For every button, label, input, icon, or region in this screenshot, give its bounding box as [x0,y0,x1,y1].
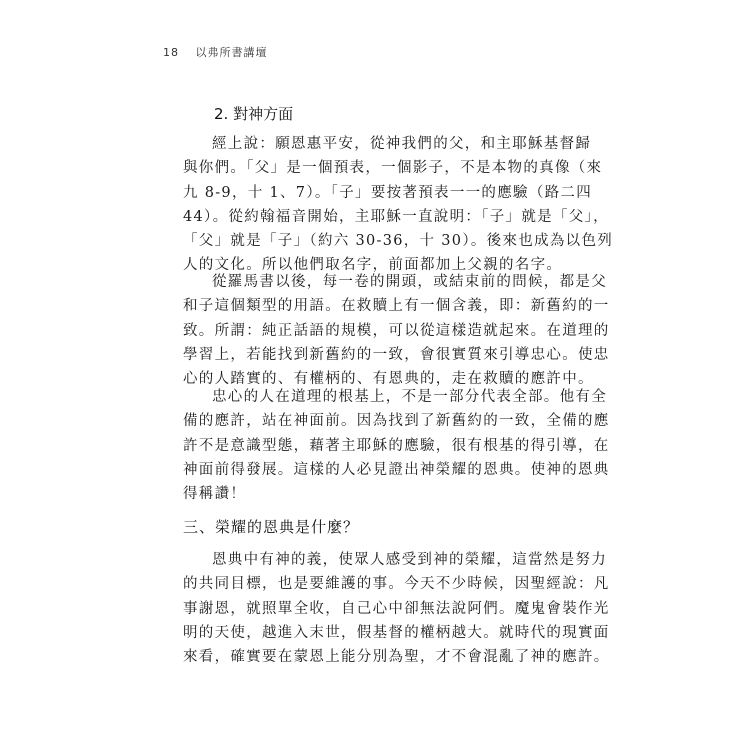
text-line: 經上說：願恩惠平安，從神我們的父，和主耶穌基督歸 [212,136,592,152]
text-line: 學習上，若能找到新舊約的一致，會很實質來引導忠心。使忠 [183,346,610,363]
text-line: 忠心的人在道理的根基上，不是一部分代表全部。他有全 [212,389,607,405]
text-line: 和子這個類型的用語。在救贖上有一個含義，即：新舊約的一 [183,298,610,315]
text-line: 心的人踏實的、有權柄的、有恩典的，走在救贖的應許中。 [183,371,594,388]
paragraph-2 [183,270,610,391]
book-title: 以弗所書講壇 [195,46,268,59]
text-line: 事謝恩，就照單全收，自己心中卻無法說阿們。魔鬼會裝作光 [183,600,610,617]
text-line: 人的文化。所以他們取名字，前面都加上父親的名字。 [183,257,563,274]
text-line: 九 8-9，十 1、7）。「子」要按著預表一一的應驗（路二四 [183,184,593,201]
text-line: 得稱讚！ [183,486,247,503]
text-line: 「父」就是「子」（約六 30-36，十 30）。後來也成為以色列 [183,233,614,250]
paragraph-3 [183,385,610,506]
paragraph-1 [183,132,614,278]
running-header [163,44,268,60]
paragraph-4 [183,548,610,669]
text-line: 來看，確實要在蒙恩上能分別為聖，才不會混亂了神的應許。 [183,649,610,666]
text-line: 從羅馬書以後，每一卷的開頭，或結束前的問候，都是父 [212,274,607,290]
text-line: 許不是意識型態，藉著主耶穌的應驗，很有根基的得引導，在 [183,437,610,454]
section-heading-2: 2. 對神方面 [214,105,294,123]
text-line: 致。所謂：純正話語的規模，可以從這樣造就起來。在道理的 [183,322,610,339]
page-number: 18 [163,46,179,59]
section-heading-3: 三、榮耀的恩典是什麼？ [183,518,360,536]
text-line: 神面前得發展。這樣的人必見證出神榮耀的恩典。使神的恩典 [183,461,610,478]
text-line: 明的天使，越進入末世，假基督的權柄越大。就時代的現實面 [183,624,610,641]
text-line: 恩典中有神的義，使眾人感受到神的榮耀，這當然是努力 [212,552,607,568]
text-line: 44）。從約翰福音開始，主耶穌一直說明：「子」就是「父」， [183,208,609,225]
text-line: 備的應許，站在神面前。因為找到了新舊約的一致，全備的應 [183,413,610,430]
text-line: 與你們。「父」是一個預表，一個影子，不是本物的真像（來 [183,160,603,177]
text-line: 的共同目標，也是要維護的事。今天不少時候，因聖經說：凡 [183,576,610,593]
